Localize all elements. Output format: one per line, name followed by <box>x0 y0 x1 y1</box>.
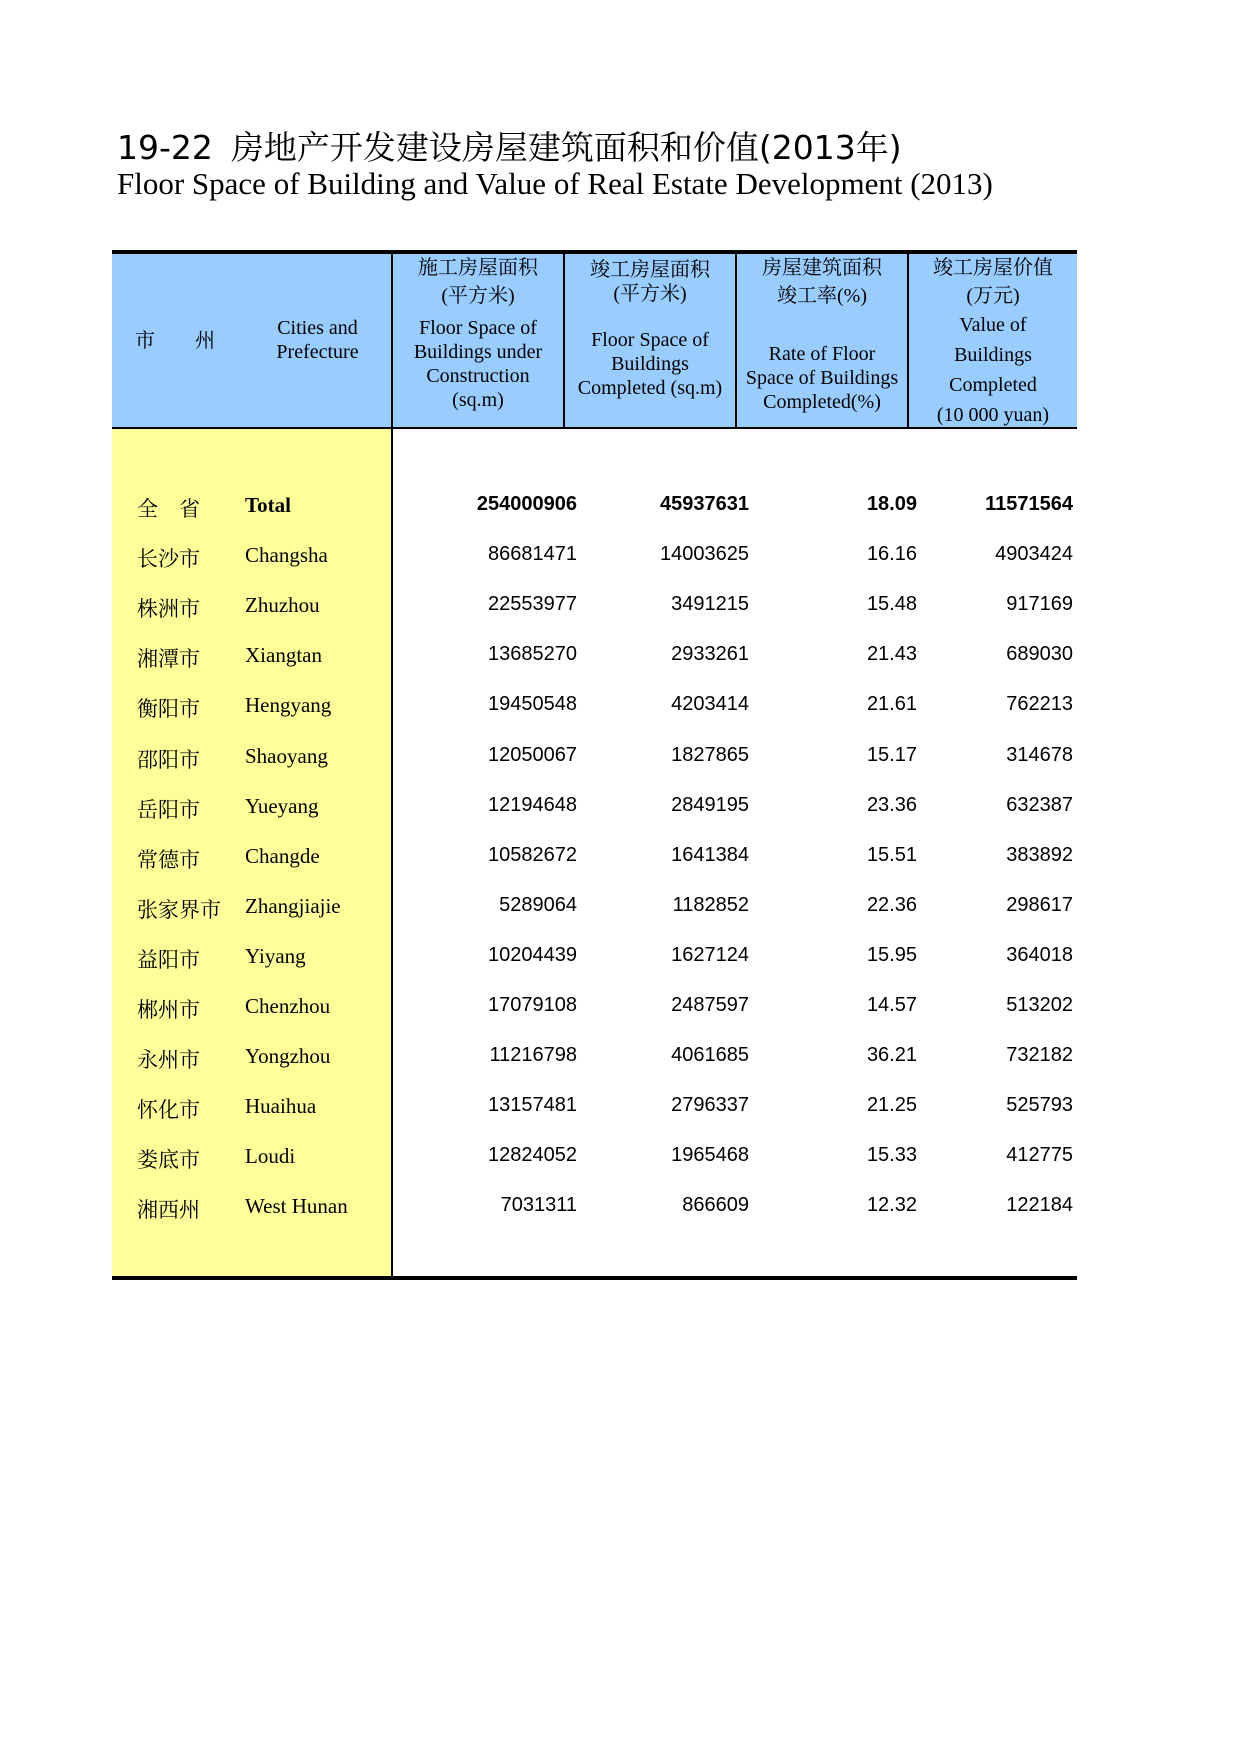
value-floor-space-completed: 2796337 <box>671 1094 749 1116</box>
value-floor-space-under-construction: 12824052 <box>488 1144 577 1166</box>
value-floor-space-under-construction: 19450548 <box>488 693 577 715</box>
value-floor-space-under-construction: 10582672 <box>488 844 577 866</box>
region-name-en: Yueyang <box>245 794 319 818</box>
region-name-cn: 长沙市 <box>137 547 200 571</box>
region-name-cn: 怀化市 <box>137 1098 200 1122</box>
region-name-cn: 株洲市 <box>137 597 200 621</box>
header-region-en-1: Cities and <box>277 317 358 339</box>
value-floor-space-under-construction: 10204439 <box>488 944 577 966</box>
region-name-cn: 衡阳市 <box>137 697 200 721</box>
region-name-en: Shaoyang <box>245 744 328 768</box>
value-completion-rate: 23.36 <box>866 794 917 816</box>
value-floor-space-completed: 1827865 <box>671 744 749 766</box>
region-name-en: Chenzhou <box>245 994 331 1018</box>
table-row <box>112 894 1077 924</box>
value-floor-space-completed: 4203414 <box>671 693 749 715</box>
value-floor-space-under-construction: 22553977 <box>488 593 577 615</box>
value-buildings-completed: 762213 <box>1006 693 1073 715</box>
region-name-cn: 郴州市 <box>137 998 200 1022</box>
region-name-cn: 湘潭市 <box>137 647 200 671</box>
header-col3 <box>737 254 907 414</box>
value-floor-space-under-construction: 12194648 <box>488 794 577 816</box>
header-col1-cn-2: (平方米) <box>441 285 515 307</box>
header-col4 <box>909 254 1077 430</box>
header-col2-cn-1: 竣工房屋面积 <box>590 259 710 281</box>
value-floor-space-under-construction: 254000906 <box>476 493 577 515</box>
table-row <box>112 1094 1077 1124</box>
title-cn-text: 房地产开发建设房屋建筑面积和价值(2013年) <box>230 128 902 167</box>
table-row <box>112 944 1077 974</box>
value-buildings-completed: 513202 <box>1006 994 1073 1016</box>
value-completion-rate: 21.61 <box>866 693 917 715</box>
header-region-en <box>255 316 380 364</box>
value-floor-space-completed: 14003625 <box>660 543 749 565</box>
header-col1-en-4: (sq.m) <box>452 389 504 411</box>
value-completion-rate: 21.25 <box>866 1094 917 1116</box>
header-col1 <box>393 254 563 412</box>
region-name-en: Changsha <box>245 543 328 567</box>
value-floor-space-completed: 2933261 <box>671 643 749 665</box>
table-number: 19-22 <box>117 128 213 167</box>
value-completion-rate: 14.57 <box>866 994 917 1016</box>
value-buildings-completed: 383892 <box>1006 844 1073 866</box>
value-completion-rate: 18.09 <box>866 493 917 515</box>
value-floor-space-completed: 1641384 <box>671 844 749 866</box>
header-region-en-2: Prefecture <box>276 341 359 363</box>
header-col4-cn-2: (万元) <box>966 285 1020 307</box>
table-row <box>112 693 1077 723</box>
value-completion-rate: 12.32 <box>866 1194 917 1216</box>
region-name-en: Total <box>245 493 291 517</box>
value-floor-space-under-construction: 5289064 <box>499 894 577 916</box>
region-name-cn: 湘西州 <box>137 1198 200 1222</box>
table-row <box>112 1144 1077 1174</box>
region-name-cn: 常德市 <box>137 848 200 872</box>
header-col2-cn-2: (平方米) <box>613 283 687 305</box>
header-region-cn: 市 州 <box>135 330 215 352</box>
value-floor-space-completed: 3491215 <box>671 593 749 615</box>
value-floor-space-under-construction: 13685270 <box>488 643 577 665</box>
value-floor-space-completed: 1965468 <box>671 1144 749 1166</box>
region-name-en: Loudi <box>245 1144 296 1168</box>
header-col4-en-3: Completed <box>949 374 1037 396</box>
value-buildings-completed: 732182 <box>1006 1044 1073 1066</box>
value-completion-rate: 15.51 <box>866 844 917 866</box>
header-col4-en-1: Value of <box>959 314 1027 336</box>
value-buildings-completed: 364018 <box>1006 944 1073 966</box>
header-col1-en-3: Construction <box>426 365 530 387</box>
value-completion-rate: 36.21 <box>866 1044 917 1066</box>
header-col3-cn-1: 房屋建筑面积 <box>762 257 882 279</box>
value-buildings-completed: 525793 <box>1006 1094 1073 1116</box>
region-name-en: Hengyang <box>245 693 332 717</box>
value-completion-rate: 15.95 <box>866 944 917 966</box>
value-floor-space-under-construction: 13157481 <box>488 1094 577 1116</box>
region-name-en: West Hunan <box>245 1194 348 1218</box>
value-floor-space-completed: 1627124 <box>671 944 749 966</box>
value-floor-space-under-construction: 12050067 <box>488 744 577 766</box>
header-col2-en-2: Buildings <box>611 353 689 375</box>
table-row <box>112 1044 1077 1074</box>
value-buildings-completed: 917169 <box>1006 593 1073 615</box>
header-col1-en-2: Buildings under <box>413 341 543 363</box>
page-title-cn <box>117 122 902 169</box>
region-name-en: Yongzhou <box>245 1044 331 1068</box>
header-col2-en-1: Floor Space of <box>591 329 709 351</box>
table-row <box>112 643 1077 673</box>
table-row <box>112 994 1077 1024</box>
region-name-cn: 永州市 <box>137 1048 200 1072</box>
region-name-cn: 全 省 <box>137 497 200 521</box>
value-floor-space-under-construction: 17079108 <box>488 994 577 1016</box>
region-name-cn: 益阳市 <box>137 948 200 972</box>
value-buildings-completed: 11571564 <box>985 493 1073 515</box>
table-row-total <box>112 493 1077 523</box>
value-floor-space-completed: 2487597 <box>671 994 749 1016</box>
value-buildings-completed: 298617 <box>1006 894 1073 916</box>
value-completion-rate: 16.16 <box>866 543 917 565</box>
header-col2 <box>565 258 735 400</box>
value-floor-space-under-construction: 86681471 <box>488 543 577 565</box>
region-name-cn: 邵阳市 <box>137 748 200 772</box>
table-row <box>112 744 1077 774</box>
value-buildings-completed: 412775 <box>1006 1144 1073 1166</box>
value-completion-rate: 22.36 <box>866 894 917 916</box>
value-floor-space-under-construction: 7031311 <box>500 1194 577 1216</box>
value-completion-rate: 15.48 <box>866 593 917 615</box>
value-floor-space-completed: 4061685 <box>671 1044 749 1066</box>
region-name-en: Yiyang <box>245 944 306 968</box>
value-buildings-completed: 632387 <box>1006 794 1073 816</box>
table-row <box>112 844 1077 874</box>
region-name-cn: 岳阳市 <box>137 798 200 822</box>
table-row <box>112 593 1077 623</box>
region-name-en: Xiangtan <box>245 643 322 667</box>
value-floor-space-completed: 866609 <box>682 1194 749 1216</box>
header-col3-cn-2: 竣工率(%) <box>777 285 867 307</box>
table-row <box>112 794 1077 824</box>
region-name-en: Zhangjiajie <box>245 894 341 918</box>
value-floor-space-under-construction: 11216798 <box>489 1044 577 1066</box>
header-col2-en-3: Completed (sq.m) <box>577 377 723 399</box>
header-col1-cn-1: 施工房屋面积 <box>418 257 538 279</box>
region-name-cn: 娄底市 <box>137 1148 200 1172</box>
value-buildings-completed: 314678 <box>1006 744 1073 766</box>
header-col4-en-2: Buildings <box>954 344 1032 366</box>
region-name-en: Changde <box>245 844 320 868</box>
value-floor-space-completed: 2849195 <box>671 794 749 816</box>
table-bottom-rule <box>112 1276 1077 1280</box>
header-col1-en-1: Floor Space of <box>419 317 537 339</box>
region-name-en: Zhuzhou <box>245 593 320 617</box>
value-completion-rate: 15.17 <box>866 744 917 766</box>
value-floor-space-completed: 1182852 <box>672 894 749 916</box>
page-title-en: Floor Space of Building and Value of Real Estate Development (2013) <box>117 166 993 201</box>
value-floor-space-completed: 45937631 <box>660 493 749 515</box>
value-buildings-completed: 122184 <box>1006 1194 1073 1216</box>
table-row <box>112 1194 1077 1224</box>
region-name-en: Huaihua <box>245 1094 317 1118</box>
header-col4-cn-1: 竣工房屋价值 <box>933 257 1053 279</box>
value-completion-rate: 21.43 <box>866 643 917 665</box>
value-buildings-completed: 4903424 <box>995 543 1073 565</box>
value-completion-rate: 15.33 <box>866 1144 917 1166</box>
value-buildings-completed: 689030 <box>1006 643 1073 665</box>
header-col3-en-3: Completed(%) <box>763 391 881 413</box>
region-name-cn: 张家界市 <box>137 898 221 922</box>
header-col3-en-2: Space of Buildings <box>745 367 899 389</box>
header-col4-en-4: (10 000 yuan) <box>936 404 1050 426</box>
table-row <box>112 543 1077 573</box>
header-col3-en-1: Rate of Floor <box>768 343 876 365</box>
